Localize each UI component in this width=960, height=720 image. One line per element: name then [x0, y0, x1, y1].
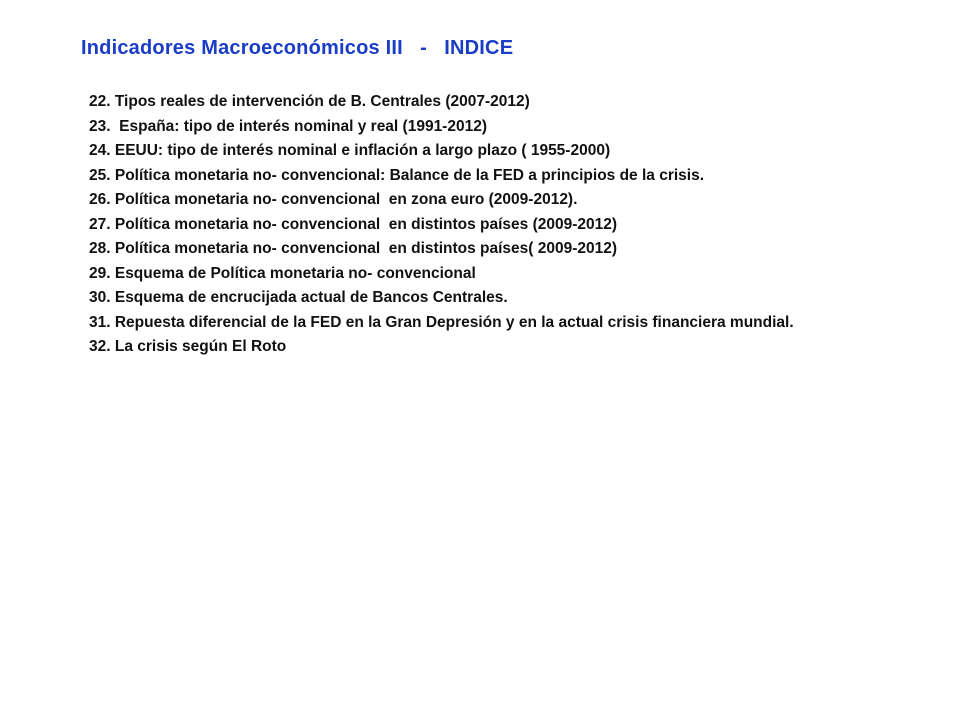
index-item-28: 28. Política monetaria no- convencional en distintos países( 2009-2012): [89, 240, 618, 257]
index-item-25: 25. Política monetaria no- convencional: Balance de la FED a principios de la crisis.: [89, 166, 705, 184]
index-item-23: 23. España: tipo de interés nominal y real (1991-2012): [89, 117, 487, 135]
page-title: Indicadores Macroeconómicos III - INDICE: [81, 37, 514, 59]
index-item-26: 26. Política monetaria no- convencional en zona euro (2009-2012).: [89, 191, 578, 208]
index-item-27: 27. Política monetaria no- convencional en distintos países (2009-2012): [89, 215, 618, 233]
index-item-29: 29. Esquema de Política monetaria no- convencional: [89, 264, 476, 282]
index-list: [89, 93, 879, 363]
index-item-30: 30. Esquema de encrucijada actual de Bancos Centrales.: [89, 289, 508, 306]
index-item-32: 32. La crisis según El Roto: [89, 338, 287, 355]
index-item-31: 31. Repuesta diferencial de la FED en la Gran Depresión y en la actual crisis financiera mundial.: [89, 313, 794, 331]
index-item-22: 22. Tipos reales de intervención de B. Centrales (2007-2012): [89, 93, 530, 110]
index-item-24: 24. EEUU: tipo de interés nominal e inflación a largo plazo ( 1955-2000): [89, 142, 611, 159]
